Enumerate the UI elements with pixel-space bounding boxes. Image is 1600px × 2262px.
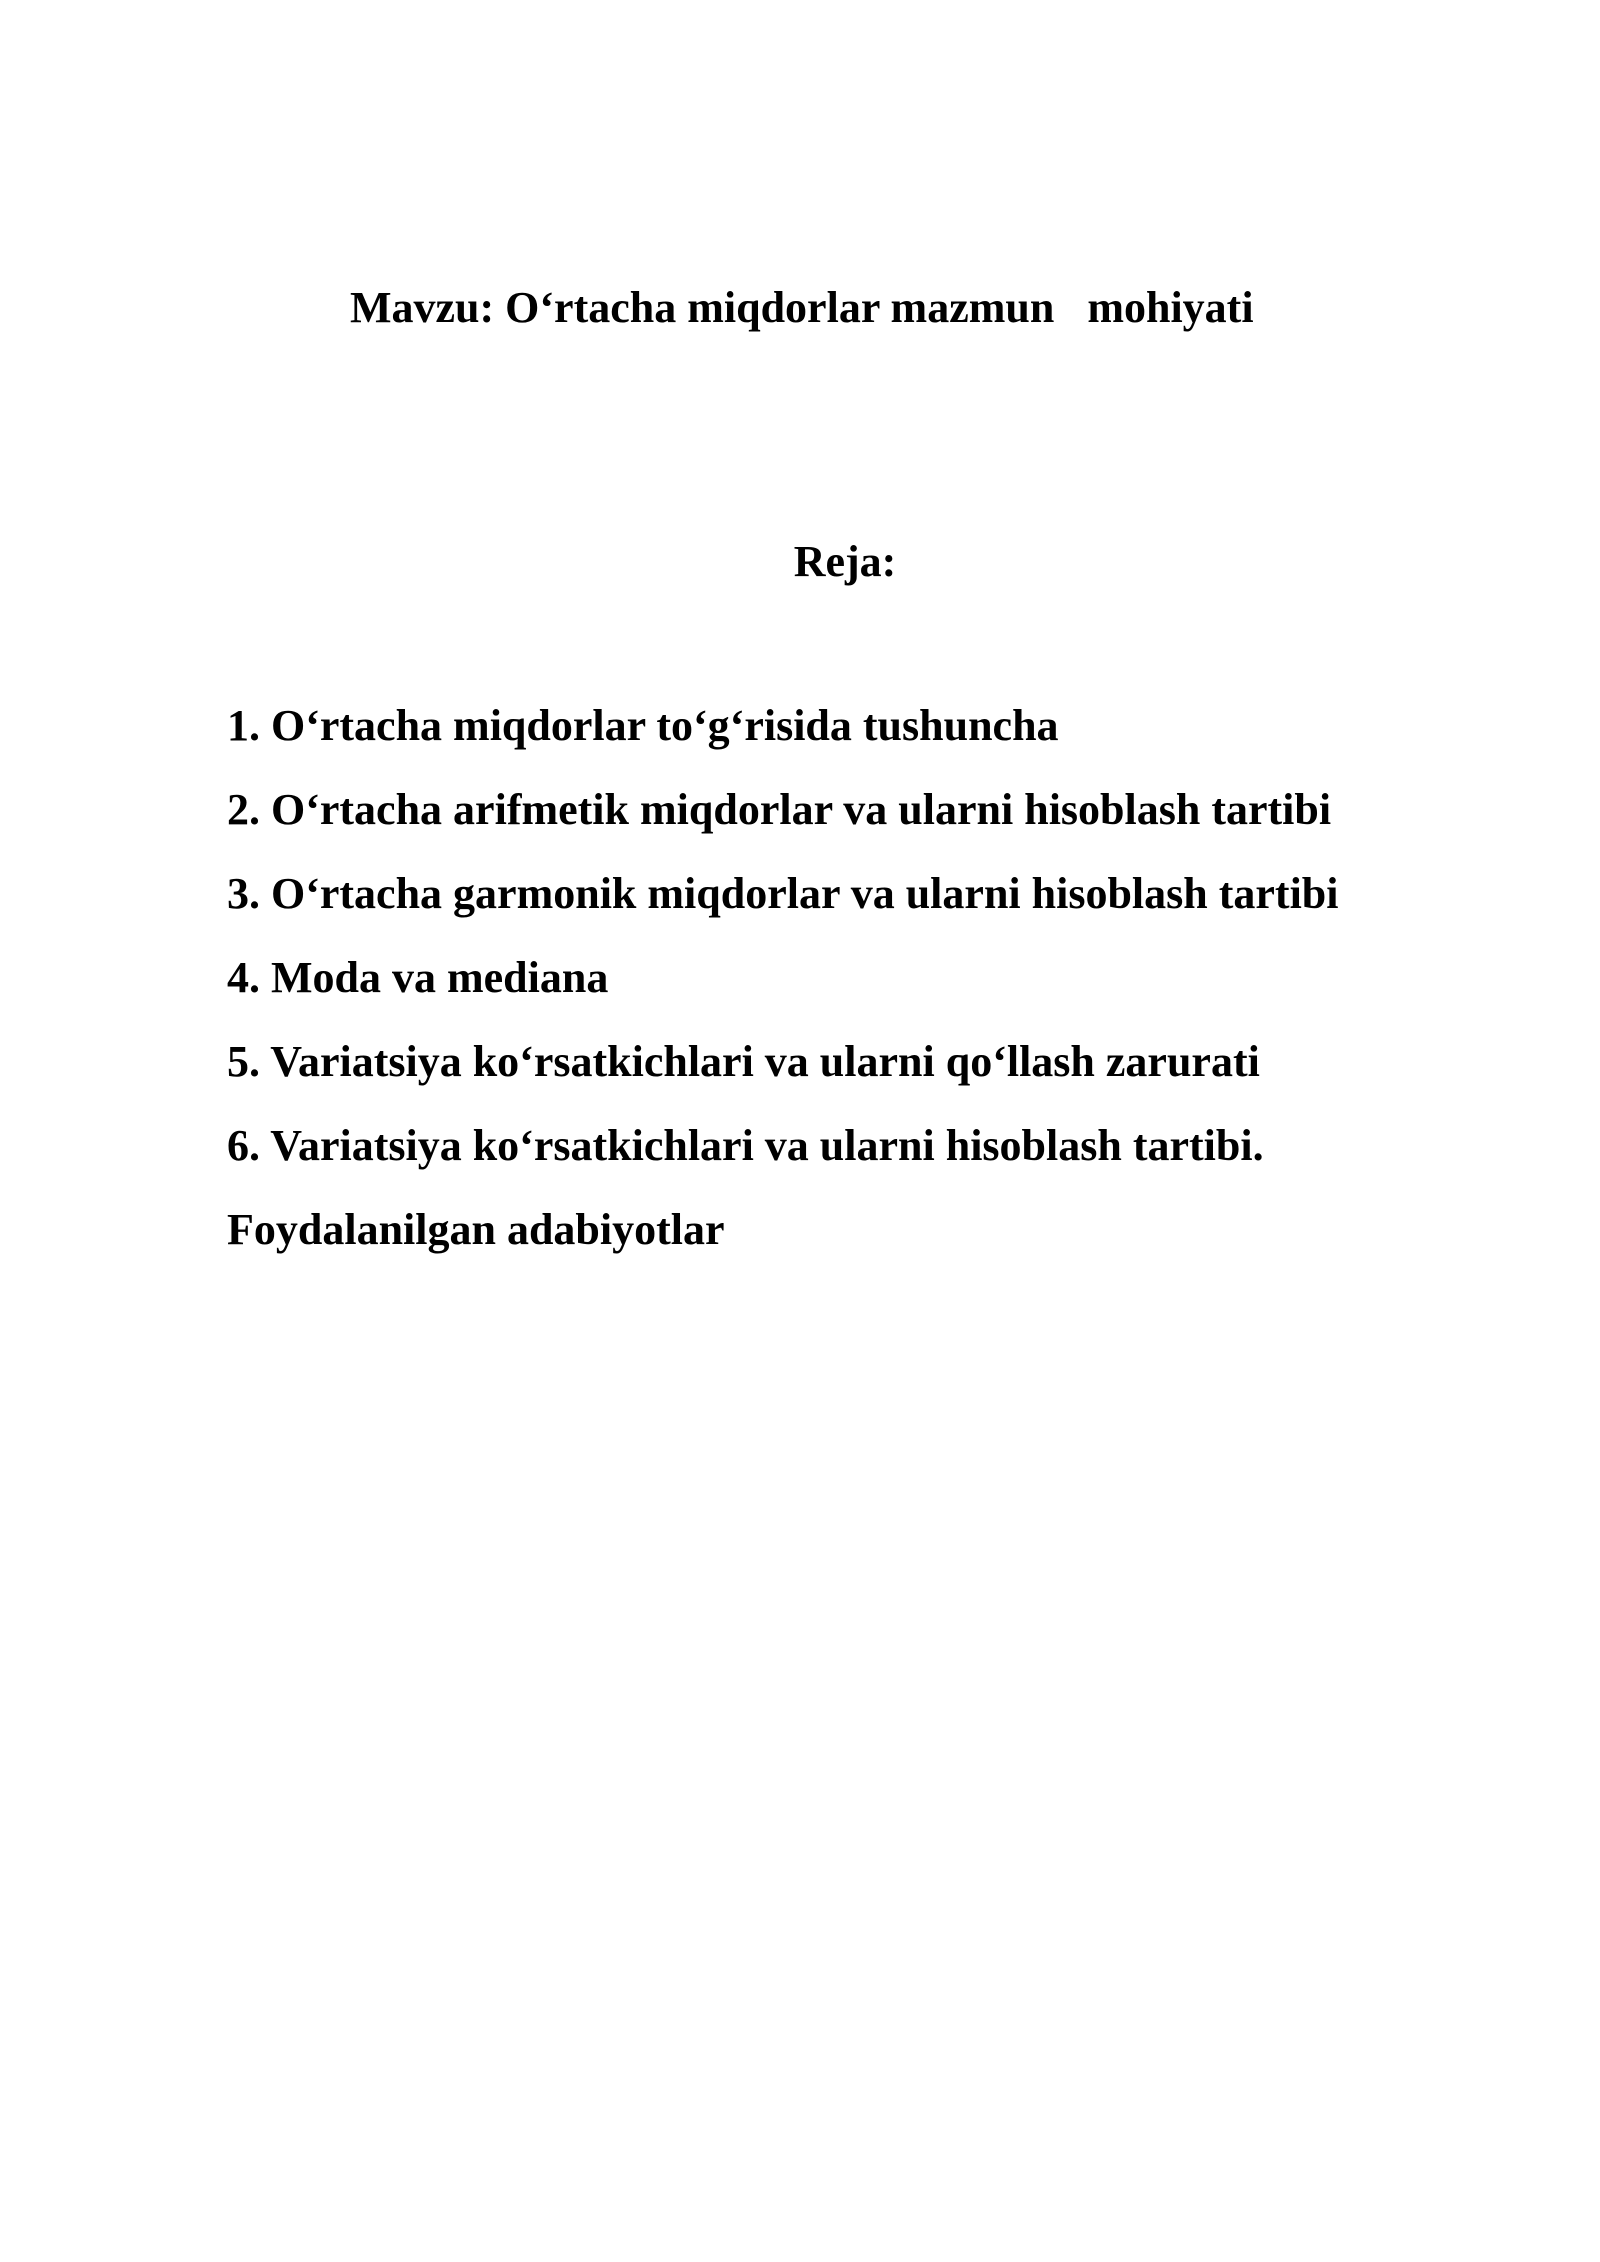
plan-item: 5. Variatsiya ko‘rsatkichlari va ularni qo‘llash zarurati xyxy=(227,1037,1260,1086)
plan-item: 4. Moda va mediana xyxy=(227,953,609,1002)
plan-item: 1. O‘rtacha miqdorlar to‘g‘risida tushuncha xyxy=(227,701,1059,750)
plan-item: 2. O‘rtacha arifmetik miqdorlar va ularni hisoblash tartibi xyxy=(227,785,1332,834)
document-title: Mavzu: O‘rtacha miqdorlar mazmun mohiyati xyxy=(350,283,1254,332)
plan-heading: Reja: xyxy=(793,537,897,586)
references-item: Foydalanilgan adabiyotlar xyxy=(227,1205,725,1254)
plan-item: 6. Variatsiya ko‘rsatkichlari va ularni hisoblash tartibi. xyxy=(227,1121,1264,1170)
plan-item: 3. O‘rtacha garmonik miqdorlar va ularni hisoblash tartibi xyxy=(227,869,1339,918)
plan-list xyxy=(227,700,1339,1288)
